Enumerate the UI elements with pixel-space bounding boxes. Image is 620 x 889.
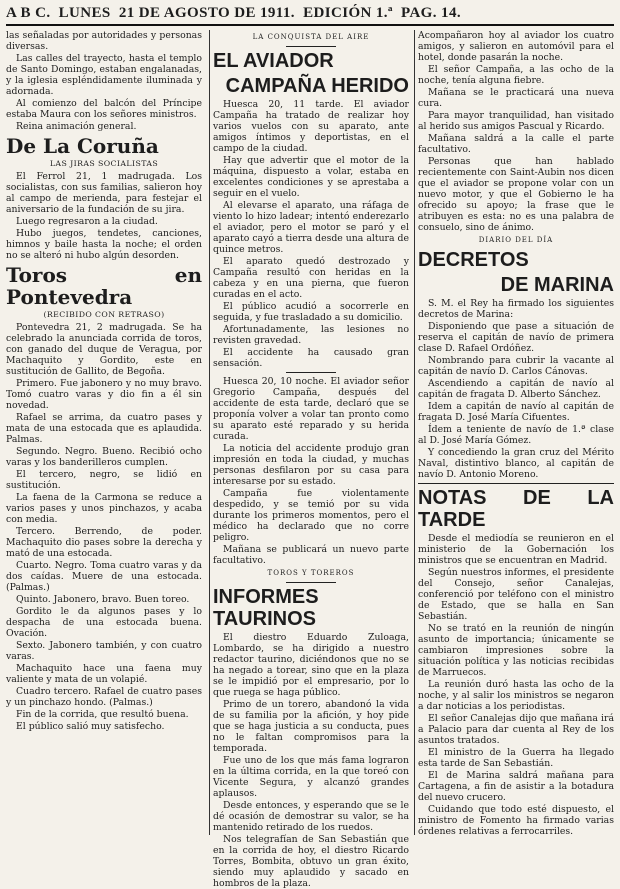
subheadline: (RECIBIDO CON RETRASO): [43, 310, 165, 319]
paragraph: Personas que han hablado recientemente con Saint-Aubin nos dicen que el aviador se propone volar con un nuevo motor, y que el Gobierno le ha ofrecido su apoyo; la frase que le atribuyen es esta: no es una palabra de consuelo, sino de ánimo.: [418, 156, 614, 233]
paragraph: No se trató en la reunión de ningún asunto de importancia; únicamente se cambiaron impresiones sobre la situación política y las noticias recibidas de Marruecos.: [418, 623, 614, 678]
paragraph: Rafael se arrima, da cuatro pases y mata de una estocada que es aplaudida. Palmas.: [6, 412, 202, 445]
paragraph: Afortunadamente, las lesiones no revisten gravedad.: [213, 324, 409, 346]
paragraph: El de Marina saldrá mañana para Cartagena, a fin de asistir a la botadura del nuevo crucero.: [418, 770, 614, 803]
paragraph: Mañana se publicará un nuevo parte facultativo.: [213, 544, 409, 566]
paragraph: Disponiendo que pase a situación de reserva el capitán de navío de primera clase D. Rafael Ordóñez.: [418, 321, 614, 354]
headline-decretos: DECRETOS: [418, 249, 529, 271]
paragraph: Luego regresaron a la ciudad.: [16, 216, 158, 227]
paragraph: Primero. Fue jabonero y no muy bravo. Tomó cuatro varas y dio fin a él sin novedad.: [6, 378, 202, 411]
paragraph: Pontevedra 21, 2 madrugada. Se ha celebrado la anunciada corrida de toros, con ganado del duque de Veragua, por Machaquito y Gordito, este en sustitución de Gallito, de Begoña.: [6, 322, 202, 377]
paragraph: Sexto. Jabonero también, y con cuatro varas.: [6, 640, 202, 662]
divider: [286, 582, 336, 583]
divider: [286, 372, 336, 373]
divider: [418, 483, 614, 484]
paragraph: S. M. el Rey ha firmado los siguientes decretos de Marina:: [418, 298, 614, 320]
paragraph: Huesca 20, 11 tarde. El aviador Campaña ha tratado de realizar hoy varios vuelos con su aparato, ante amigos íntimos y deportistas, en el campo de la ciudad.: [213, 99, 409, 154]
paragraph: El tercero, negro, se lidió en sustitución.: [6, 469, 202, 491]
paragraph: Quinto. Jabonero, bravo. Buen toreo.: [16, 594, 190, 605]
headline-aviador: EL AVIADOR: [213, 50, 334, 72]
column-left: [6, 30, 202, 835]
paragraph: Desde el mediodía se reunieron en el ministerio de la Gobernación los ministros que se encuentran en Madrid.: [418, 533, 614, 566]
paragraph: las señaladas por autoridades y personas diversas.: [6, 30, 202, 52]
paragraph: El ministro de la Guerra ha llegado esta tarde de San Sebastián.: [418, 747, 614, 769]
paragraph: Cuarto. Negro. Toma cuatro varas y da dos caídas. Muere de una estocada. (Palmas.): [6, 560, 202, 593]
paragraph: Al elevarse el aparato, una ráfaga de viento lo hizo ladear; intentó enderezarlo el aviador, pero el motor se paró y el aparato cayó a tierra desde una altura de quince metros.: [213, 200, 409, 255]
paragraph: Al comienzo del balcón del Príncipe estaba Maura con los señores ministros.: [6, 98, 202, 120]
paragraph: El señor Campaña, a las ocho de la noche, tenía alguna fiebre.: [418, 64, 614, 86]
paragraph: El Ferrol 21, 1 madrugada. Los socialistas, con sus familias, salieron hoy al campo de merienda, para festejar el aniversario de la fundación de su jira.: [6, 171, 202, 215]
section-kicker: TOROS Y TOREROS: [267, 569, 355, 577]
column-right: [418, 30, 614, 835]
paragraph: Cuidando que todo esté dispuesto, el ministro de Fomento ha firmado varias órdenes relativas a ferrocarriles.: [418, 804, 614, 837]
paragraph: Ascendiendo a capitán de navío al capitán de fragata D. Alberto Sánchez.: [418, 378, 614, 400]
header-paper: A B C.: [6, 5, 51, 21]
paragraph: Y concediendo la gran cruz del Mérito Naval, distintivo blanco, al capitán de navío D. Antonio Moreno.: [418, 447, 614, 480]
section-kicker: LA CONQUISTA DEL AIRE: [252, 33, 370, 41]
column-divider: [414, 30, 415, 835]
paragraph: Desde entonces, y esperando que se le dé ocasión de demostrar su valor, se ha mantenido retirado de los ruedos.: [213, 800, 409, 833]
paragraph: Ídem a teniente de navío de 1.ª clase al D. José María Gómez.: [418, 424, 614, 446]
header-date: 21 DE AGOSTO DE 1911.: [118, 5, 295, 21]
header-edition: EDICIÓN 1.ª: [303, 5, 393, 21]
paragraph: Huesca 20, 10 noche. El aviador señor Gregorio Campaña, después del accidente de esta tarde, declaró que se proponía volver a volar tan pronto como su aparato esté reparado y su herida curada.: [213, 376, 409, 442]
section-kicker: DIARIO DEL DÍA: [478, 236, 554, 244]
paragraph: Nombrando para cubrir la vacante al capitán de navío D. Carlos Cánovas.: [418, 355, 614, 377]
paragraph: Idem a capitán de navío al capitán de fragata D. José María Cifuentes.: [418, 401, 614, 423]
subheadline: LAS JIRAS SOCIALISTAS: [49, 159, 159, 168]
paragraph: Segundo. Negro. Bueno. Recibió ocho varas y los banderilleros cumplen.: [6, 446, 202, 468]
paragraph: El público salió muy satisfecho.: [16, 721, 165, 732]
paragraph: Cuadro tercero. Rafael de cuatro pases y un pinchazo hondo. (Palmas.): [6, 686, 202, 708]
paragraph: El aparato quedó destrozado y Campaña resultó con heridas en la cabeza y en una pierna, que fueron curadas en el acto.: [213, 256, 409, 300]
header-day: LUNES: [58, 5, 111, 21]
paragraph: Mañana se le practicará una nueva cura.: [418, 87, 614, 109]
paragraph: Tercero. Berrendo, de poder. Machaquito dio pases sobre la derecha y mató de una estocada.: [6, 526, 202, 559]
paragraph: Nos telegrafían de San Sebastián que en la corrida de hoy, el diestro Ricardo Torres, Bombita, obtuvo un gran éxito, siendo muy aplaudido y sacado en hombros de la plaza.: [213, 834, 409, 889]
paragraph: Mañana saldrá a la calle el parte facultativo.: [418, 133, 614, 155]
paragraph: Primo de un torero, abandonó la vida de su familia por la afición, y hoy pide que se haga justicia a su conducta, pues no le faltan compromisos para la temporada.: [213, 699, 409, 754]
column-center: [213, 30, 409, 889]
paragraph: Fue uno de los que más fama lograron en la última corrida, en la que toreó con Vicente Segura, y alcanzó grandes aplausos.: [213, 755, 409, 799]
header-page: PAG. 14.: [401, 5, 461, 21]
headline-aviador-2: CAMPAÑA HERIDO: [225, 75, 409, 97]
paragraph: Reina animación general.: [16, 121, 137, 132]
paragraph: Acompañaron hoy al aviador los cuatro amigos, y salieron en automóvil para el hotel, donde pasarán la noche.: [418, 30, 614, 63]
paragraph: Machaquito hace una faena muy valiente y mata de un volapié.: [6, 663, 202, 685]
paragraph: La faena de la Carmona se reduce a varios pases y unos pinchazos, y acaba con media.: [6, 492, 202, 525]
paragraph: Las calles del trayecto, hasta el templo de Santo Domingo, estaban engalanadas, y la iglesia espléndidamente iluminada y adornada.: [6, 53, 202, 97]
paragraph: La noticia del accidente produjo gran impresión en toda la ciudad, y muchas personas desfilaron por su casa para interesarse por su estado.: [213, 443, 409, 487]
column-divider: [209, 30, 210, 835]
paragraph: Para mayor tranquilidad, han visitado al herido sus amigos Pascual y Ricardo.: [418, 110, 614, 132]
paragraph: Hubo juegos, tendetes, canciones, himnos y baile hasta la noche; el orden no se alteró ni hubo algún desorden.: [6, 228, 202, 261]
page-header: [6, 2, 614, 26]
headline-coruna: De La Coruña: [6, 134, 159, 158]
headline-marina: DE MARINA: [500, 274, 614, 296]
paragraph: El señor Canalejas dijo que mañana irá a Palacio para dar cuenta al Rey de los asuntos tratados.: [418, 713, 614, 746]
paragraph: El accidente ha causado gran sensación.: [213, 347, 409, 369]
paragraph: Según nuestros informes, el presidente del Consejo, señor Canalejas, conferenció por teléfono con el ministro de Estado, que se halla en San Sebastián.: [418, 567, 614, 622]
paragraph: Campaña fue violentamente despedido, y se temió por su vida durante los primeros momentos, pero el médico ha declarado que no corre peligro.: [213, 488, 409, 543]
paragraph: Fin de la corrida, que resultó buena.: [16, 709, 189, 720]
paragraph: El público acudió a socorrerle en seguida, y fue trasladado a su domicilio.: [213, 301, 409, 323]
headline-toros: Toros en Pontevedra: [6, 263, 202, 309]
paragraph: El diestro Eduardo Zuloaga, Lombardo, se ha dirigido a nuestro redactor taurino, diciéndonos que no se ha negado a torear, sino que en la plaza se le impidió por el empresario, por lo que ruega se haga público.: [213, 632, 409, 698]
paragraph: Gordito le da algunos pases y lo despacha de una estocada buena. Ovación.: [6, 606, 202, 639]
headline-notas: NOTAS DE LA TARDE: [418, 487, 614, 531]
paragraph: La reunión duró hasta las ocho de la noche, y al salir los ministros se negaron a dar noticias a los periodistas.: [418, 679, 614, 712]
paragraph: Hay que advertir que el motor de la máquina, dispuesto a volar, estaba en excelentes condiciones y se aprestaba a seguir en el vuelo.: [213, 155, 409, 199]
headline-informes: INFORMES TAURINOS: [213, 586, 319, 630]
divider: [286, 46, 336, 47]
